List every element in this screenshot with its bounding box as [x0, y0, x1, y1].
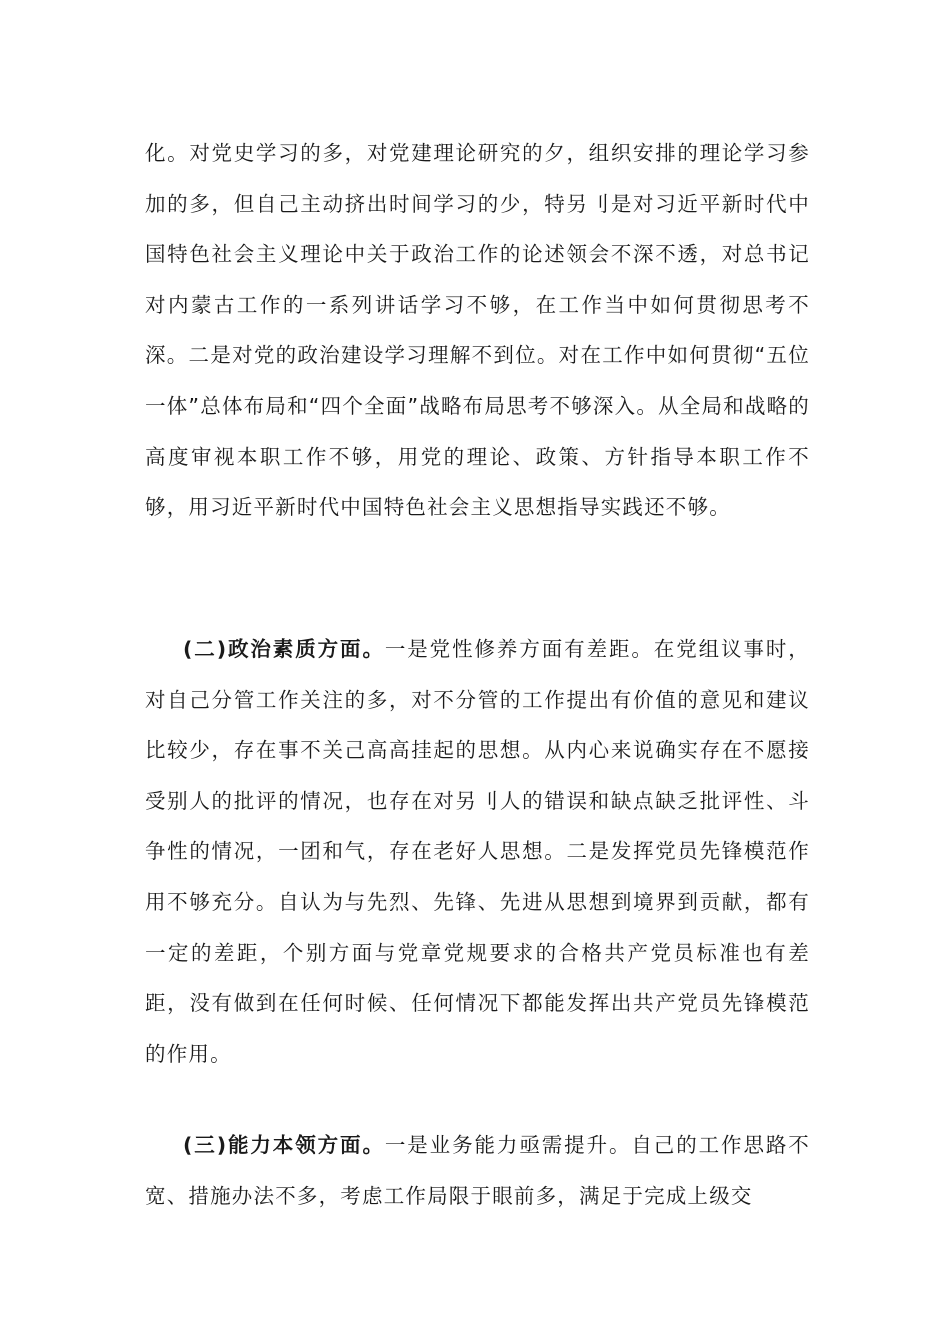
- section-heading: (二)政治素质方面。: [183, 637, 385, 661]
- paragraph-continuation: [145, 128, 810, 533]
- paragraph-political-quality: [145, 624, 810, 1079]
- section-heading: (三)能力本领方面。: [183, 1133, 385, 1157]
- paragraph-text: 一是党性修养方面有差距。在党组议事时，对自己分管工作关注的多，对不分管的工作提出有价值的意见和建议比较少，存在事不关己高高挂起的思想。从内心来说确实存在不愿接受别人的批评的情况，也存在对另刂人的错误和缺点缺乏批评性、斗争性的情况，一团和气，存在老好人思想。二是发挥党员先锋模范作用不够充分。自认为与先烈、先锋、先进从思想到境界到贡献，都有一定的差距，个别方面与党章党规要求的合格共产党员标准也有差距，没有做到在任何时候、任何情况下都能发挥出共产党员先锋模范的作用。: [145, 637, 810, 1066]
- paragraph-text: 化。对党史学习的多，对党建理论研究的夕，组织安排的理论学习参加的多，但自己主动挤出时间学习的少，特另刂是对习近平新时代中国特色社会主义理论中关于政治工作的论述领会不深不透，对总书记对内蒙古工作的一系列讲话学习不够，在工作当中如何贯彻思考不深。二是对党的政治建设学习理解不到位。对在工作中如何贯彻“五位一体”总体布局和“四个全面”战略布局思考不够深入。从全局和战略的高度审视本职工作不够，用党的理论、政策、方针指导本职工作不够，用习近平新时代中国特色社会主义思想指导实践还不够。: [145, 141, 810, 520]
- paragraph-text: 一是业务能力亟需提升。自己的工作思路不宽、措施办法不多，考虑工作局限于眼前多，满足于完成上级交: [145, 1133, 810, 1208]
- paragraph-ability: [145, 1120, 810, 1221]
